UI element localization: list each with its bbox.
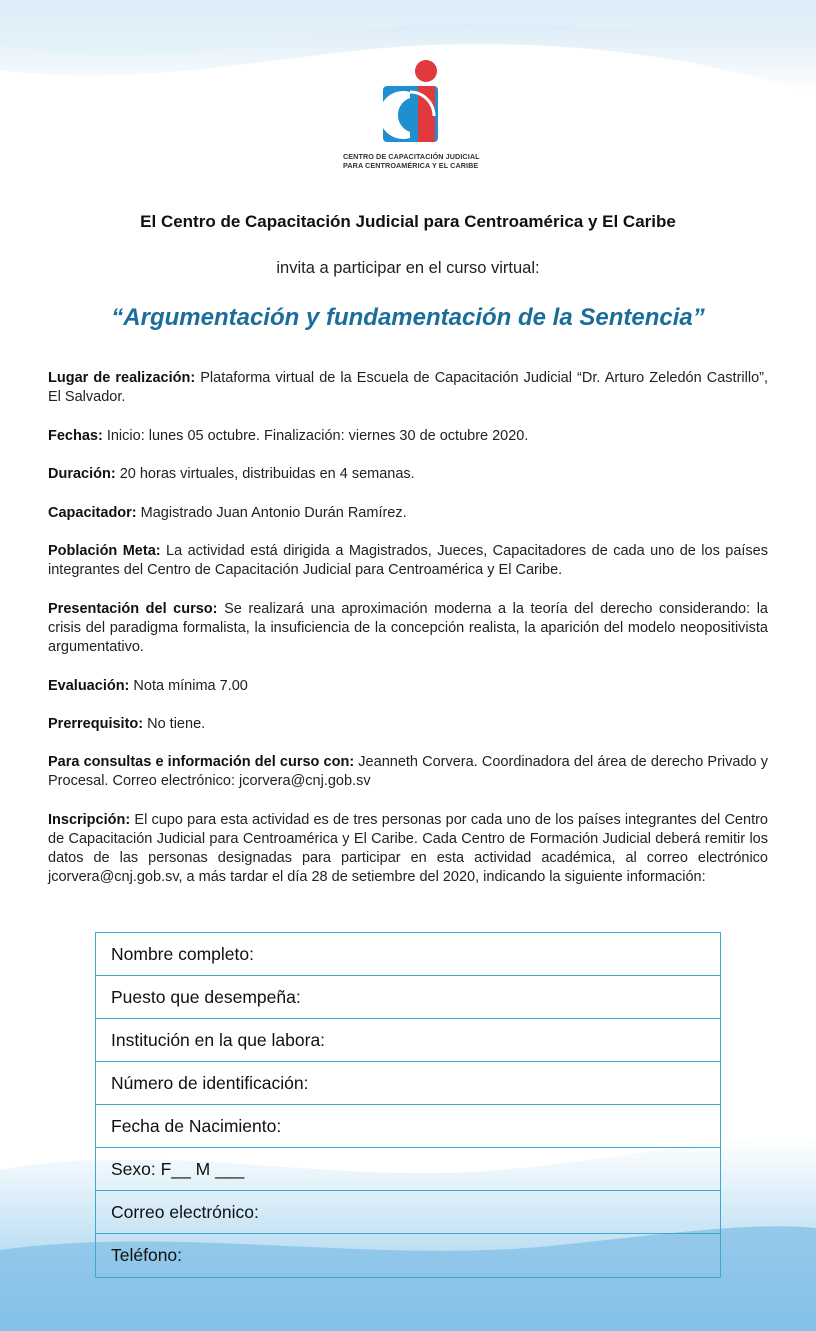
logo-caption-line1: CENTRO DE CAPACITACIÓN JUDICIAL [343,152,480,161]
detail-label: Para consultas e información del curso con: [48,754,355,770]
detail-registration [48,811,768,887]
form-field-email: Correo electrónico: [96,1191,720,1234]
form-field-sex: Sexo: F__ M ___ [96,1148,720,1191]
detail-label: Evaluación: [48,678,130,694]
detail-text: 20 horas virtuales, distribuidas en 4 semanas. [115,466,415,482]
detail-text: Se realizará una aproximación moderna a la teoría del derecho considerando: la crisis del paradigma formalista, la insuficiencia de la concepción realista, la aparición del modelo neopositivista argumentativo. [48,601,768,655]
form-field-birth-date: Fecha de Nacimiento: [96,1105,720,1148]
detail-label: Inscripción: [48,812,131,828]
detail-label: Presentación del curso: [48,601,218,617]
form-field-institution: Institución en la que labora: [96,1019,720,1062]
detail-prerequisite [48,715,768,734]
detail-text: Magistrado Juan Antonio Durán Ramírez. [136,505,407,521]
detail-label: Prerrequisito: [48,716,144,732]
detail-label: Población Meta: [48,543,161,559]
form-field-full-name: Nombre completo: [96,933,720,976]
detail-course-presentation [48,600,768,657]
detail-text: La actividad está dirigida a Magistrados, Jueces, Capacitadores de cada uno de los países integrantes del Centro de Capacitación Judicial para Centroamérica y El Caribe. [48,543,768,578]
detail-text: El cupo para esta actividad es de tres personas por cada uno de los países integrantes del Centro de Capacitación Judicial para Centroamérica y El Caribe. Cada Centro de Formación Judicial deberá remitir los datos de las personas designadas para participar en esta actividad académica, al correo electrónico jcorvera@cnj.gob.sv, a más tardar el día 28 de setiembre del 2020, indicando la siguiente información: [48,812,768,885]
detail-evaluation [48,677,768,696]
detail-dates [48,427,768,446]
course-title: “Argumentación y fundamentación de la Sentencia” [111,304,705,331]
detail-duration [48,465,768,484]
detail-label: Lugar de realización: [48,370,196,386]
detail-contact [48,753,768,791]
form-field-position: Puesto que desempeña: [96,976,720,1019]
detail-label: Capacitador: [48,505,137,521]
organization-title: El Centro de Capacitación Judicial para Centroamérica y El Caribe [140,212,676,231]
detail-label: Duración: [48,466,116,482]
logo-caption [343,152,493,170]
logo-caption-line2: PARA CENTROAMÉRICA Y EL CARIBE [343,161,479,170]
detail-text: Plataforma virtual de la Escuela de Capacitación Judicial “Dr. Arturo Zeledón Castrillo”, El Salvador. [48,370,768,405]
invite-text: invita a participar en el curso virtual: [276,259,540,277]
form-field-phone: Teléfono: [111,1245,183,1265]
detail-label: Fechas: [48,428,103,444]
detail-text: Nota mínima 7.00 [129,678,248,694]
detail-text: Inicio: lunes 05 octubre. Finalización: viernes 30 de octubre 2020. [102,428,529,444]
form-field-id-number: Número de identificación: [96,1062,720,1105]
detail-location [48,369,768,407]
detail-instructor [48,504,768,523]
detail-target-population [48,542,768,580]
detail-text: Jeanneth Corvera. Coordinadora del área de derecho Privado y Procesal. Correo electrónico: jcorvera@cnj.gob.sv [48,754,768,789]
registration-form-table [95,932,721,1278]
detail-text: No tiene. [143,716,206,732]
